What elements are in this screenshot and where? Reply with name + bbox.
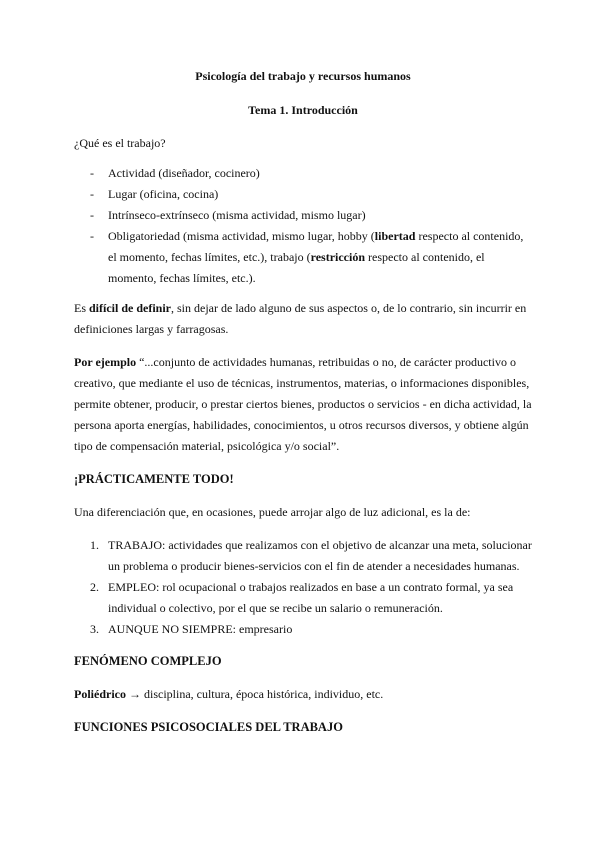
work-aspects-list — [74, 163, 532, 289]
dash-marker: - — [90, 208, 94, 222]
paragraph-text: , sin dejar de lado alguno de sus aspectos o, de lo contrario, sin incurrir en definiciones largas y farragosas. — [74, 301, 527, 336]
bold-term-restriccion: restricción — [310, 250, 366, 264]
number-marker: 3. — [90, 622, 99, 636]
differentiation-paragraph: Una diferenciación que, en ocasiones, puede arrojar algo de luz adicional, es la de: — [74, 505, 471, 519]
number-marker: 1. — [90, 538, 99, 552]
list-item — [74, 535, 532, 577]
bold-term-poliedrico: Poliédrico — [74, 687, 126, 701]
document-page — [74, 66, 532, 750]
list-item — [74, 226, 532, 289]
list-item-text: Obligatoriedad (misma actividad, mismo lugar, hobby ( — [108, 229, 375, 243]
definitions-list — [74, 535, 532, 640]
document-subtitle: Tema 1. Introducción — [248, 103, 358, 117]
document-title: Psicología del trabajo y recursos humanos — [195, 69, 411, 83]
heading-everything: ¡PRÁCTICAMENTE TODO! — [74, 472, 234, 486]
heading-functions: FUNCIONES PSICOSOCIALES DEL TRABAJO — [74, 720, 343, 734]
heading-complex: FENÓMENO COMPLEJO — [74, 654, 222, 668]
list-item-text: Actividad (diseñador, cocinero) — [108, 166, 260, 180]
paragraph-text: “...conjunto de actividades humanas, retribuidas o no, de carácter productivo o creativo, que mediante el uso de técnicas, instrumentos, materias, o informaciones disponibles, permite obtener, producir, o prestar ciertos bienes, productos o servicios - en dicha actividad, la persona aporta energías, habilidades, conocimientos, u otros recursos diversos, y obtiene algún tipo de compensación material, psicológica y/o social”. — [74, 355, 532, 453]
number-marker: 2. — [90, 580, 99, 594]
dash-marker: - — [90, 229, 94, 243]
list-item-text: respecto al contenido, el momento, fechas límites, etc.), trabajo ( — [108, 229, 524, 264]
bold-term-libertad: libertad — [374, 229, 416, 243]
list-item-text: respecto al contenido, el momento, fechas límites, etc.). — [108, 250, 485, 285]
list-item — [74, 184, 532, 205]
list-item — [74, 205, 532, 226]
list-item — [74, 577, 532, 619]
bold-term-dificil: difícil de definir — [89, 301, 171, 315]
dash-marker: - — [90, 166, 94, 180]
dash-marker: - — [90, 187, 94, 201]
bold-term-ejemplo: Por ejemplo — [74, 355, 137, 369]
example-paragraph — [74, 352, 532, 457]
difficult-paragraph — [74, 298, 532, 340]
paragraph-text: → disciplina, cultura, época histórica, individuo, etc. — [125, 687, 384, 701]
list-item-text: AUNQUE NO SIEMPRE: empresario — [108, 622, 293, 636]
list-item — [74, 619, 532, 640]
list-item — [74, 163, 532, 184]
question-text: ¿Qué es el trabajo? — [74, 136, 166, 150]
list-item-text: Lugar (oficina, cocina) — [108, 187, 219, 201]
polyhedral-paragraph — [74, 684, 532, 705]
list-item-text: TRABAJO: actividades que realizamos con el objetivo de alcanzar una meta, solucionar un problema o producir bienes-servicios con el fin de atender a necesidades humanas. — [108, 538, 532, 573]
paragraph-text: Es — [74, 301, 89, 315]
list-item-text: EMPLEO: rol ocupacional o trabajos realizados en base a un contrato formal, ya sea individual o colectivo, por el que se recibe un salario o remuneración. — [108, 580, 514, 615]
list-item-text: Intrínseco-extrínseco (misma actividad, mismo lugar) — [108, 208, 366, 222]
